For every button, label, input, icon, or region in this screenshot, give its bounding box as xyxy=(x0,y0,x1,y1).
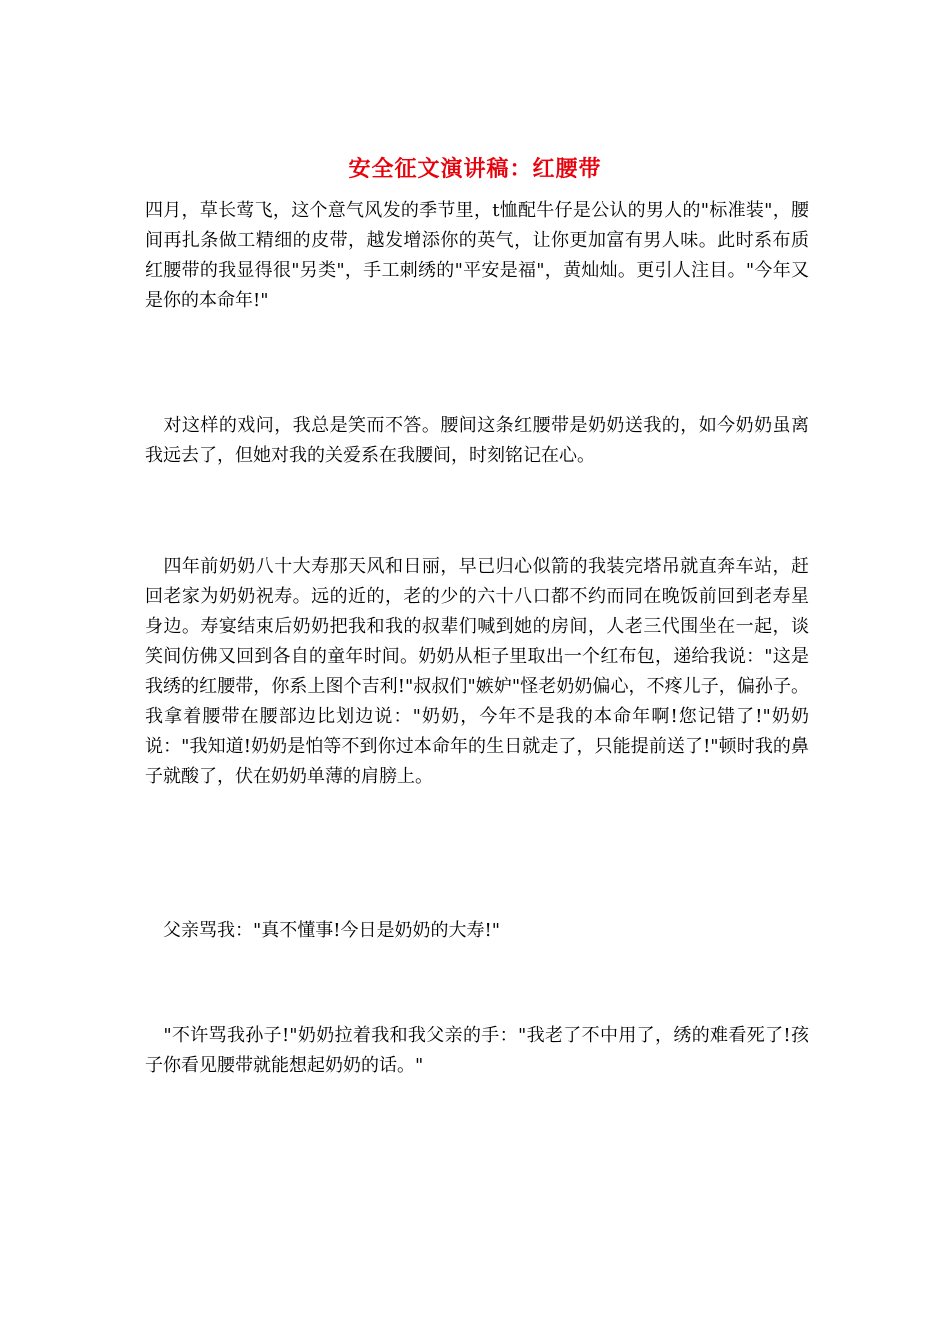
paragraph-4: 父亲骂我："真不懂事!今日是奶奶的大寿!" xyxy=(145,920,501,941)
paragraph-5: "不许骂我孙子!"奶奶拉着我和我父亲的手："我老了不中用了，绣的难看死了!孩子你看见腰带就能想起奶奶的话。" xyxy=(145,1025,809,1076)
paragraph-3: 四年前奶奶八十大寿那天风和日丽，早已归心似箭的我装完塔吊就直奔车站，赶回老家为奶奶祝寿。远的近的，老的少的六十八口都不约而同在晚饭前回到老寿星身边。寿宴结束后奶奶把我和我的叔辈们喊到她的房间，人老三代围坐在一起，谈笑间仿佛又回到各自的童年时间。奶奶从柜子里取出一个红布包，递给我说："这是我绣的红腰带，你系上图个吉利!"叔叔们"嫉妒"怪老奶奶偏心，不疼儿子，偏孙子。我拿着腰带在腰部边比划边说："奶奶，今年不是我的本命年啊!您记错了!"奶奶说："我知道!奶奶是怕等不到你过本命年的生日就走了，只能提前送了!"顿时我的鼻子就酸了，伏在奶奶单薄的肩膀上。 xyxy=(145,556,809,787)
paragraph-1: 四月，草长莺飞，这个意气风发的季节里，t恤配牛仔是公认的男人的"标准装"，腰间再扎条做工精细的皮带，越发增添你的英气，让你更加富有男人味。此时系布质红腰带的我显得很"另类"，手工刺绣的"平安是福"，黄灿灿。更引人注目。"今年又是你的本命年!" xyxy=(145,200,809,311)
paragraph-2: 对这样的戏问，我总是笑而不答。腰间这条红腰带是奶奶送我的，如今奶奶虽离我远去了，但她对我的关爱系在我腰间，时刻铭记在心。 xyxy=(145,415,809,466)
document-title: 安全征文演讲稿：红腰带 xyxy=(348,156,602,182)
